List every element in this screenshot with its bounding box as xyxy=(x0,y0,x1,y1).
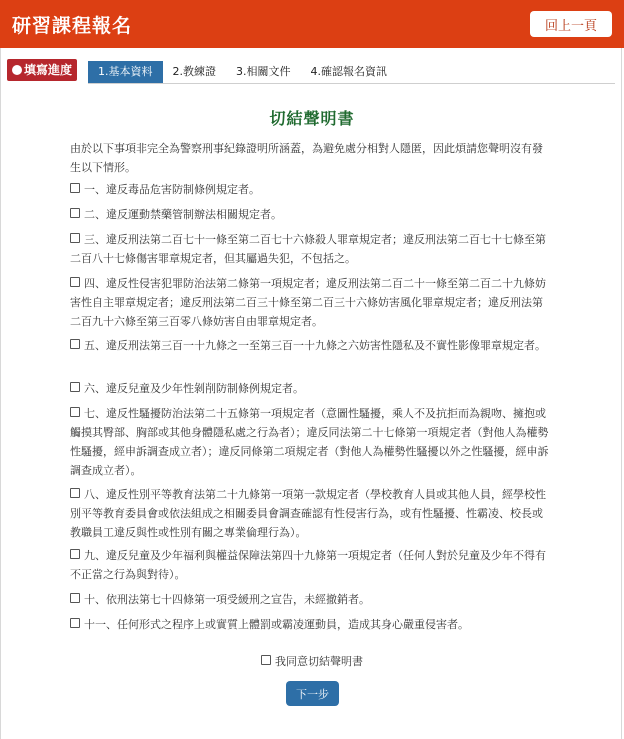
declaration-title: 切結聲明書 xyxy=(269,109,355,128)
clause-checkbox[interactable] xyxy=(70,233,80,243)
app-header xyxy=(0,0,624,48)
clause-text: 一、違反毒品危害防制條例規定者。 xyxy=(84,183,260,196)
bullet-icon xyxy=(12,65,22,75)
clause-checkbox[interactable] xyxy=(70,339,80,349)
tab-documents[interactable]: 3.相關文件 xyxy=(236,65,291,78)
tab-divider xyxy=(88,83,615,84)
clause-item xyxy=(70,336,550,355)
clause-item xyxy=(70,205,550,224)
progress-label: 填寫進度 xyxy=(24,63,73,77)
clause-text: 九、違反兒童及少年福利與權益保障法第四十九條第一項規定者（任何人對於兒童及少年不得有不正當之行為與對待）。 xyxy=(70,549,546,581)
clause-text: 五、違反刑法第三百一十九條之一至第三百一十九條之六妨害性隱私及不實性影像罪章規定者。 xyxy=(84,339,546,352)
clause-checkbox[interactable] xyxy=(70,618,80,628)
clause-item xyxy=(70,404,550,480)
clause-item xyxy=(70,546,550,584)
clause-checkbox[interactable] xyxy=(70,488,80,498)
clause-text: 二、違反運動禁藥管制辦法相關規定者。 xyxy=(84,208,282,221)
clause-checkbox[interactable] xyxy=(70,382,80,392)
clause-checkbox[interactable] xyxy=(70,407,80,417)
clause-item xyxy=(70,485,550,542)
progress-badge xyxy=(7,59,77,81)
tab-confirm[interactable]: 4.確認報名資訊 xyxy=(310,65,387,78)
clause-text: 七、違反性騷擾防治法第二十五條第一項規定者（意圖性騷擾，乘人不及抗拒而為親吻、擁抱或觸摸其臀部、胸部或其他身體隱私處之行為者）；違反同法第二十七條第一項規定者（對他人為權勢性騷擾，經申訴調查成立者）；違反同條第二項規定者（對他人為權勢性騷擾以外之性騷擾，經申訴調查成立者）。 xyxy=(70,407,549,477)
clause-item xyxy=(70,590,550,609)
clause-checkbox[interactable] xyxy=(70,549,80,559)
clause-text: 十、依刑法第七十四條第一項受緩刑之宣告，未經撤銷者。 xyxy=(84,593,370,606)
clause-text: 十一、任何形式之程序上或實質上體罰或霸凌運動員，造成其身心嚴重侵害者。 xyxy=(84,618,469,631)
step-tabs xyxy=(88,61,397,83)
clause-checkbox[interactable] xyxy=(70,208,80,218)
page-title: 研習課程報名 xyxy=(12,14,133,37)
clause-text: 六、違反兒童及少年性剝削防制條例規定者。 xyxy=(84,382,304,395)
clause-text: 四、違反性侵害犯罪防治法第二條第一項規定者；違反刑法第二百二十一條至第二百二十九條妨害性自主罪章規定者；違反刑法第二百三十條至第二百三十六條妨害風化罪章規定者；違反刑法第二百九十六條至第三百零八條妨害自由罪章規定者。 xyxy=(70,277,546,328)
clause-item xyxy=(70,180,550,199)
declaration-intro: 由於以下事項非完全為警察刑事紀錄證明所涵蓋，為避免處分相對人隱匿，因此煩請您聲明沒有發生以下情形。 xyxy=(70,142,543,174)
clause-text: 三、違反刑法第二百七十一條至第二百七十六條殺人罪章規定者；違反刑法第二百七十七條至第二百八十七條傷害罪章規定者，但其屬過失犯，不包括之。 xyxy=(70,233,546,265)
agree-row xyxy=(0,653,624,669)
clause-checkbox[interactable] xyxy=(70,183,80,193)
agree-label[interactable]: 我同意切結聲明書 xyxy=(275,655,363,668)
progress-indicator xyxy=(7,59,77,81)
clause-item xyxy=(70,379,550,398)
next-button[interactable]: 下一步 xyxy=(286,681,339,706)
clause-item xyxy=(70,615,550,634)
agree-checkbox[interactable] xyxy=(261,655,271,665)
back-button[interactable]: 回上一頁 xyxy=(530,11,612,37)
tab-coach-license[interactable]: 2.教練證 xyxy=(172,65,216,78)
clause-checkbox[interactable] xyxy=(70,277,80,287)
tab-basic-info[interactable]: 1.基本資料 xyxy=(88,61,163,83)
clause-item xyxy=(70,274,550,331)
clause-checkbox[interactable] xyxy=(70,593,80,603)
clause-text: 八、違反性別平等教育法第二十九條第一項第一款規定者（學校教育人員或其他人員，經學校性別平等教育委員會或依法組成之相關委員會調查確認有性侵害行為，或有性騷擾、性霸凌、校長或教職員工違反與性或性別有關之專業倫理行為）。 xyxy=(70,488,546,539)
clause-item xyxy=(70,230,550,268)
